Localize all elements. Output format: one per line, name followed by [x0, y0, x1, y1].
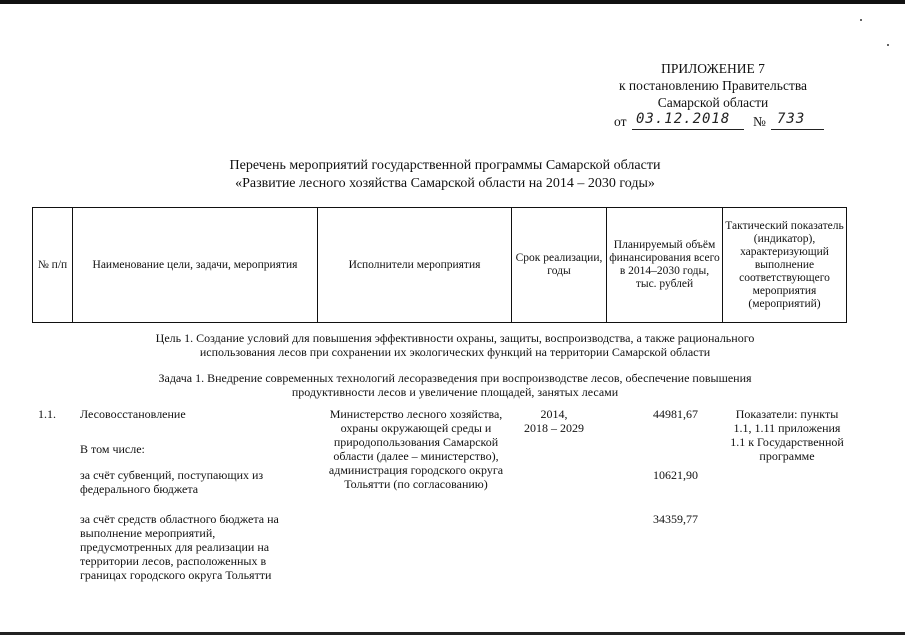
federal-source: за счёт субвенций, поступающих из федерального бюджета — [80, 468, 264, 496]
header-executors: Исполнители мероприятия — [318, 208, 512, 323]
term-line-1: 2014, — [540, 407, 568, 421]
date-label: от — [614, 114, 627, 129]
task-1 — [80, 371, 830, 399]
scan-bottom-edge — [0, 632, 905, 635]
header-indicator: Тактический показатель (индикатор), характеризующий выполнение соответствующего мероприятия (мероприятий) — [723, 208, 847, 323]
measures-table-header — [32, 207, 847, 323]
appendix-title: ПРИЛОЖЕНИЕ 7 — [661, 61, 765, 76]
funding-regional: 34359,77 — [653, 512, 698, 526]
handwritten-date: 03.12.2018 — [636, 111, 731, 127]
row-number: 1.1. — [38, 407, 56, 421]
scan-speck — [887, 44, 889, 46]
measure-executors: Министерство лесного хозяйства, охраны окружающей среды и природопользования Самарской области (далее – министерство), администрация городского округа Тольятти (по согласованию) — [328, 407, 504, 491]
appendix-header — [598, 60, 828, 111]
number-label: № — [753, 114, 766, 129]
scan-top-edge — [0, 0, 905, 4]
goal-line-2: использования лесов при сохранении их экологических функций на территории Самарской области — [199, 345, 711, 359]
scan-speck — [860, 19, 862, 21]
measure-indicators: Показатели: пункты 1.1, 1.11 приложения 1.1 к Государственной программе — [730, 407, 844, 463]
handwritten-number: 733 — [777, 111, 806, 127]
header-funding: Планируемый объём финансирования всего в 2014–2030 годы, тыс. рублей — [607, 208, 723, 323]
goal-line-1: Цель 1. Создание условий для повышения эффективности охраны, защиты, воспроизводства, а также рационального — [155, 331, 755, 345]
including-label: В том числе: — [80, 442, 145, 456]
header-term: Срок реализации, годы — [512, 208, 607, 323]
task-line-1: Задача 1. Внедрение современных технологий лесоразведения при воспроизводстве лесов, обеспечение повышения — [158, 371, 752, 385]
date-underline — [632, 129, 744, 130]
header-number: № п/п — [33, 208, 73, 323]
goal-1 — [80, 331, 830, 359]
term-line-2: 2018 – 2029 — [524, 421, 584, 435]
measure-term — [510, 407, 598, 435]
appendix-region: Самарской области — [657, 95, 769, 110]
regional-source: за счёт средств областного бюджета на выполнение мероприятий, предусмотренных для реализации на территории лесов, расположенных в границах городского округа Тольятти — [80, 512, 279, 582]
document-title — [150, 157, 740, 193]
resolution-date-number — [614, 112, 829, 132]
task-line-2: продуктивности лесов и увеличение площадей, занятых лесами — [291, 385, 619, 399]
title-line-1: Перечень мероприятий государственной программы Самарской области — [229, 158, 661, 173]
funding-federal: 10621,90 — [653, 468, 698, 482]
header-name: Наименование цели, задачи, мероприятия — [73, 208, 318, 323]
title-line-2: «Развитие лесного хозяйства Самарской области на 2014 – 2030 годы» — [235, 176, 655, 191]
appendix-resolution: к постановлению Правительства — [618, 78, 808, 93]
measure-name: Лесовосстановление — [80, 407, 186, 421]
number-underline — [771, 129, 824, 130]
funding-total: 44981,67 — [653, 407, 698, 421]
